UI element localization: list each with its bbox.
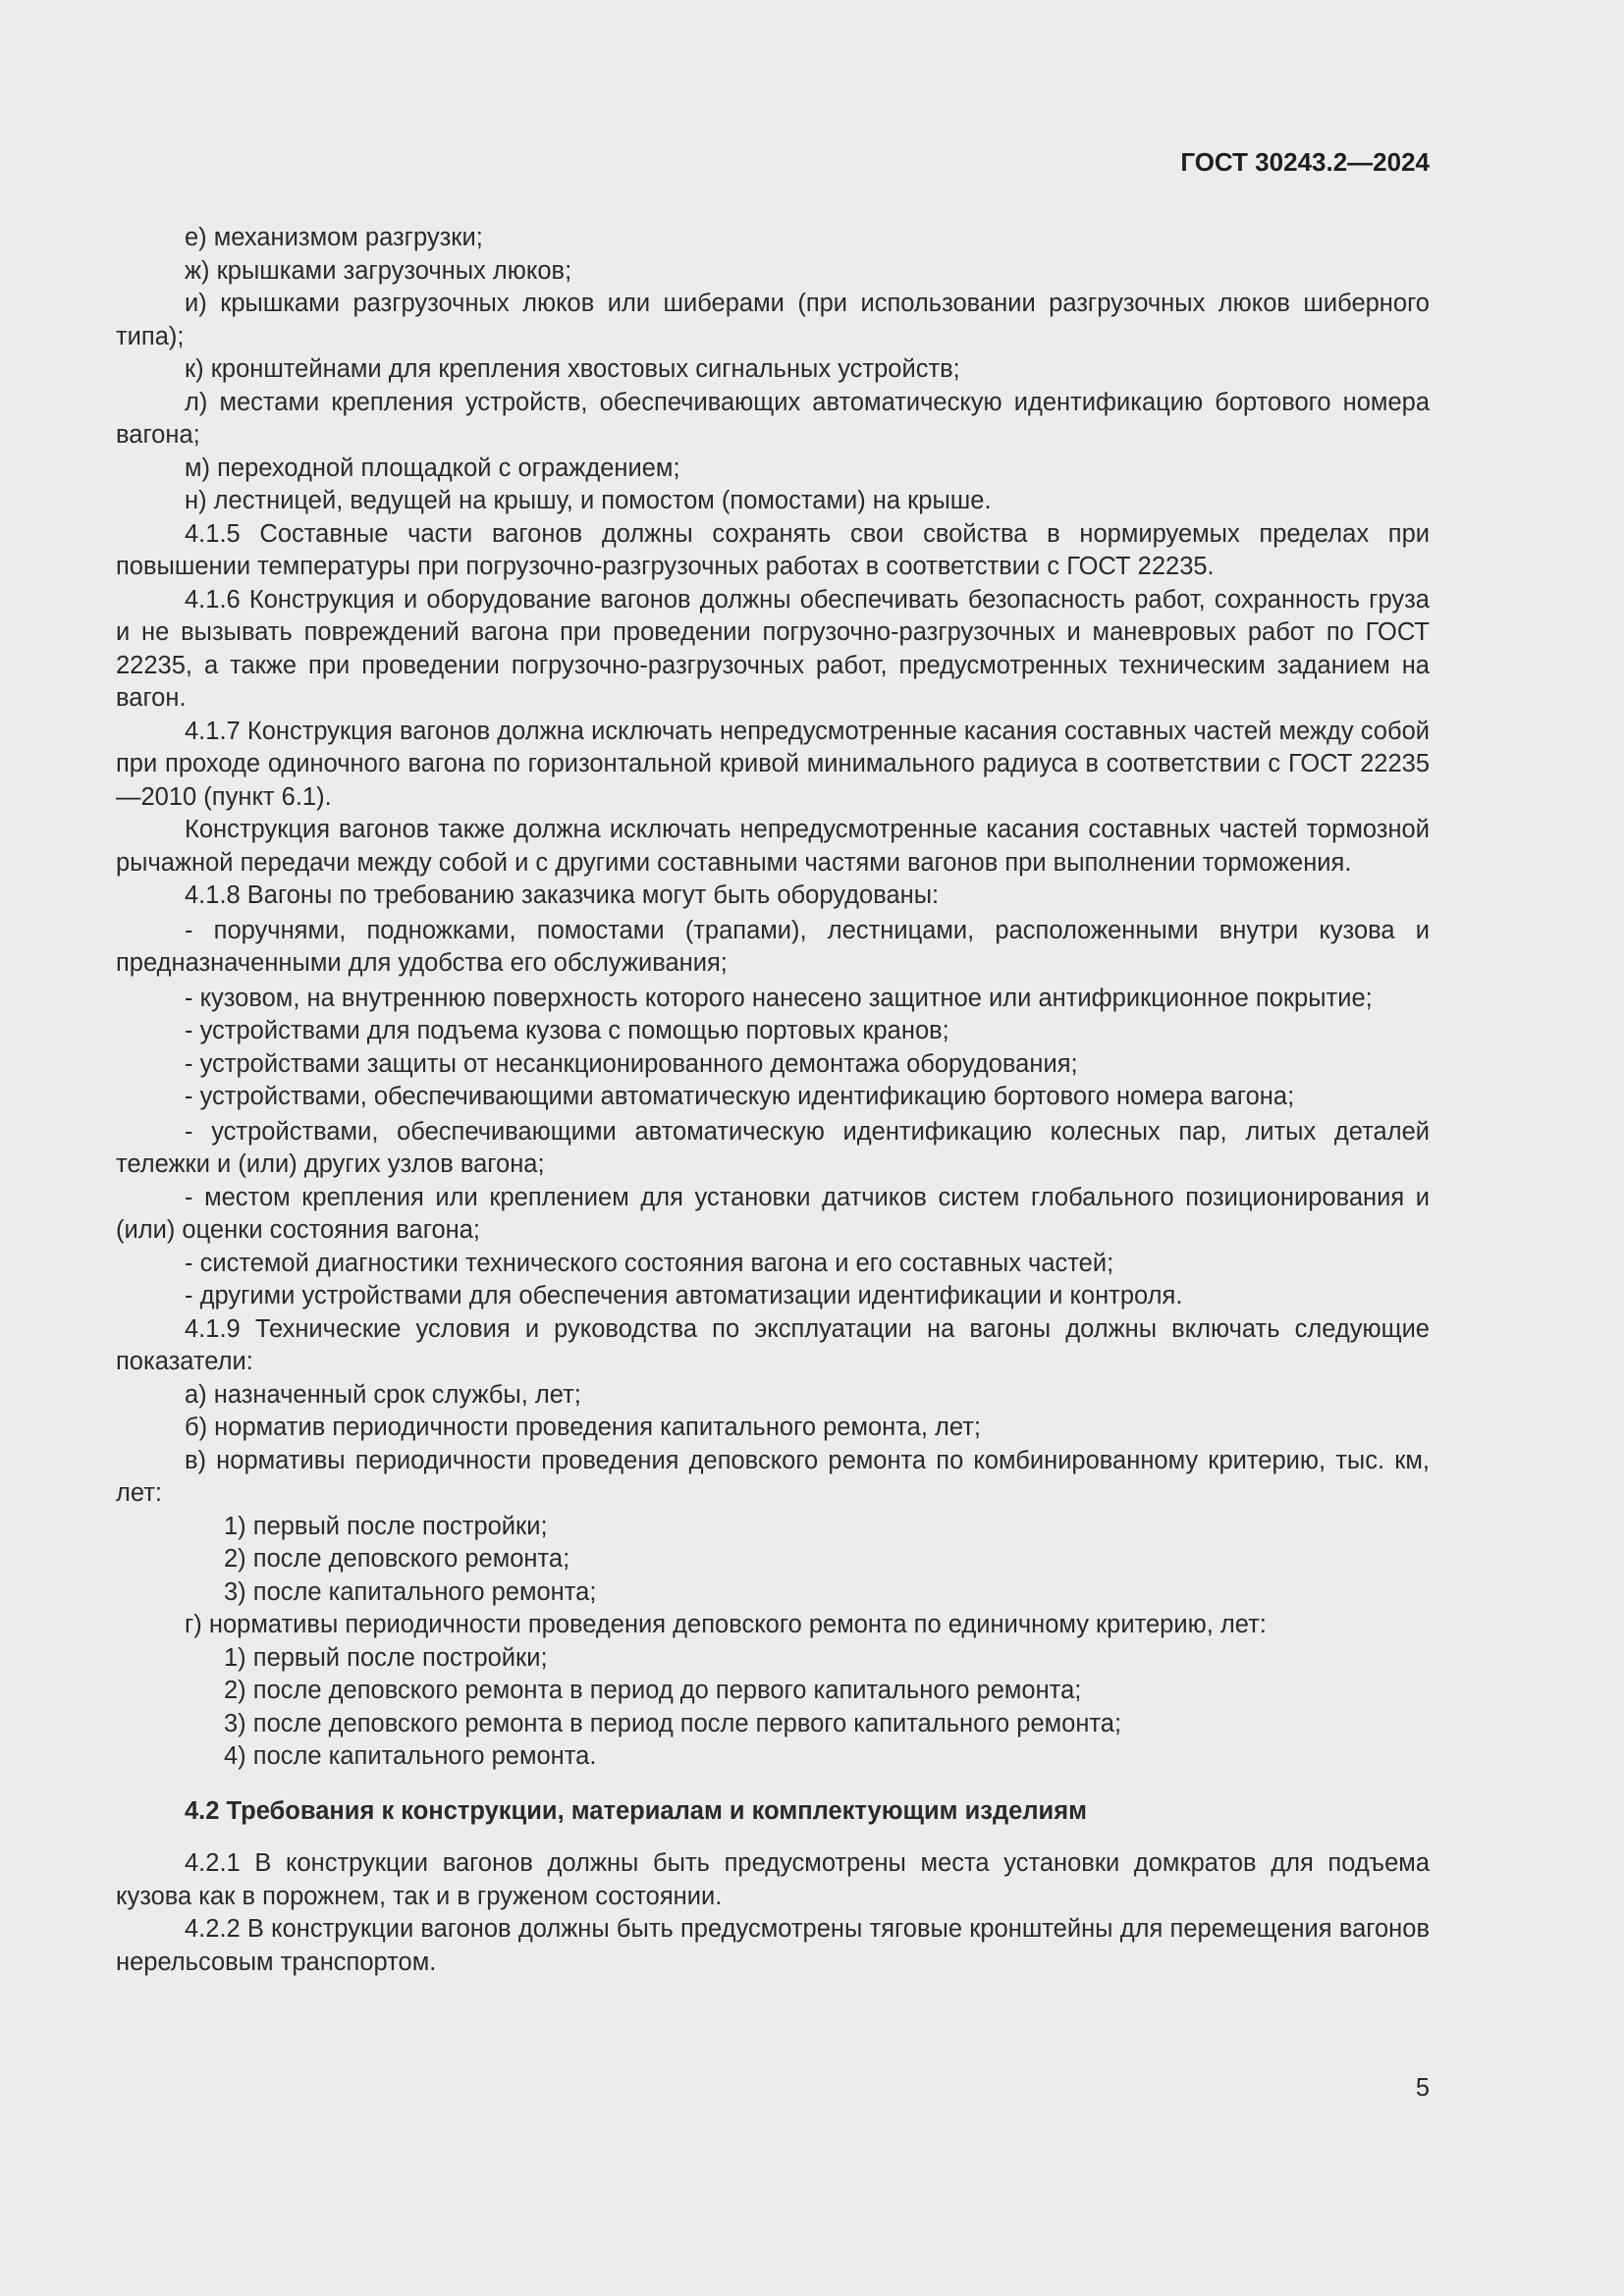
- sub-list-item: 1) первый после постройки;: [224, 1512, 548, 1540]
- clause-paragraph: 4.2.1 В конструкции вагонов должны быть предусмотрены места установки домкратов для подъема кузова как в порожнем, так и в груженом состоянии.: [116, 1849, 1430, 1910]
- sub-list-item: 2) после деповского ремонта;: [224, 1545, 570, 1573]
- sub-list-item: 4) после капитального ремонта.: [224, 1742, 597, 1770]
- dash-list-item: - местом крепления или креплением для установки датчиков систем глобального позиционирования и (или) оценки состояния вагона;: [116, 1183, 1430, 1244]
- dash-list-item: - устройствами, обеспечивающими автоматическую идентификацию колесных пар, литых деталей тележки и (или) других узлов вагона;: [116, 1117, 1430, 1178]
- section-heading: 4.2 Требования к конструкции, материалам и комплектующим изделиям: [185, 1796, 1087, 1825]
- document-code-header: ГОСТ 30243.2—2024: [1180, 147, 1430, 177]
- list-item: и) крышками разгрузочных люков или шиберами (при использовании разгрузочных люков шиберного типа);: [116, 290, 1430, 350]
- list-item: б) норматив периодичности проведения капитального ремонта, лет;: [185, 1414, 981, 1441]
- clause-paragraph: 4.1.6 Конструкция и оборудование вагонов должны обеспечивать безопасность работ, сохранность груза и не вызывать повреждений вагона при проведении погрузочно-разгрузочных и маневровых работ по ГОСТ 22235, а также при проведении погрузочно-разгрузочных работ, предусмотренных техническим заданием на вагон.: [116, 585, 1430, 712]
- page-body: [116, 222, 1430, 1979]
- sub-list-item: 3) после капитального ремонта;: [224, 1577, 597, 1606]
- list-item: л) местами крепления устройств, обеспечивающих автоматическую идентификацию бортового номера вагона;: [116, 388, 1430, 449]
- dash-list-item: - поручнями, подножками, помостами (трапами), лестницами, расположенными внутри кузова и предназначенными для удобства его обслуживания;: [116, 916, 1430, 977]
- dash-list-item: - кузовом, на внутреннюю поверхность которого нанесено защитное или антифрикционное покрытие;: [185, 984, 1373, 1012]
- page-number: 5: [1415, 2074, 1430, 2102]
- list-item: в) нормативы периодичности проведения деповского ремонта по комбинированному критерию, тыс. км, лет:: [116, 1446, 1430, 1507]
- sub-list-item: 2) после деповского ремонта в период до первого капитального ремонта;: [224, 1677, 1082, 1704]
- clause-paragraph: 4.1.5 Составные части вагонов должны сохранять свои свойства в нормируемых пределах при повышении температуры при погрузочно-разгрузочных работах в соответствии с ГОСТ 22235.: [116, 519, 1430, 580]
- dash-list-item: - устройствами защиты от несанкционированного демонтажа оборудования;: [185, 1049, 1078, 1078]
- clause-paragraph: 4.2.2 В конструкции вагонов должны быть предусмотрены тяговые кронштейны для перемещения вагонов нерельсовым транспортом.: [116, 1915, 1430, 1976]
- list-item: г) нормативы периодичности проведения деповского ремонта по единичному критерию, лет:: [185, 1611, 1267, 1638]
- list-item: е) механизмом разгрузки;: [185, 224, 483, 251]
- list-item: к) кронштейнами для крепления хвостовых сигнальных устройств;: [185, 355, 960, 383]
- dash-list-item: - устройствами для подъема кузова с помощью портовых кранов;: [185, 1017, 949, 1044]
- list-item: н) лестницей, ведущей на крышу, и помостом (помостами) на крыше.: [185, 487, 992, 514]
- sub-list-item: 3) после деповского ремонта в период после первого капитального ремонта;: [224, 1709, 1122, 1737]
- clause-paragraph: Конструкция вагонов также должна исключать непредусмотренные касания составных частей тормозной рычажной передачи между собой и с другими составными частями вагонов при выполнении торможения.: [116, 816, 1430, 877]
- dash-list-item: - другими устройствами для обеспечения автоматизации идентификации и контроля.: [185, 1282, 1183, 1309]
- dash-list-item: - системой диагностики технического состояния вагона и его составных частей;: [185, 1249, 1114, 1277]
- sub-list-item: 1) первый после постройки;: [224, 1643, 548, 1672]
- list-item: ж) крышками загрузочных люков;: [185, 256, 572, 285]
- clause-paragraph: 4.1.7 Конструкция вагонов должна исключать непредусмотренные касания составных частей между собой при проходе одиночного вагона по горизонтальной кривой минимального радиуса в соответствии с ГОСТ 22235—2010 (пункт 6.1).: [116, 717, 1430, 811]
- list-item: м) переходной площадкой с ограждением;: [185, 454, 680, 482]
- dash-list-item: - устройствами, обеспечивающими автоматическую идентификацию бортового номера вагона;: [185, 1083, 1295, 1110]
- list-item: а) назначенный срок службы, лет;: [185, 1380, 581, 1409]
- clause-paragraph: 4.1.9 Технические условия и руководства по эксплуатации на вагоны должны включать следующие показатели:: [116, 1314, 1430, 1375]
- clause-paragraph: 4.1.8 Вагоны по требованию заказчика могут быть оборудованы:: [185, 881, 940, 909]
